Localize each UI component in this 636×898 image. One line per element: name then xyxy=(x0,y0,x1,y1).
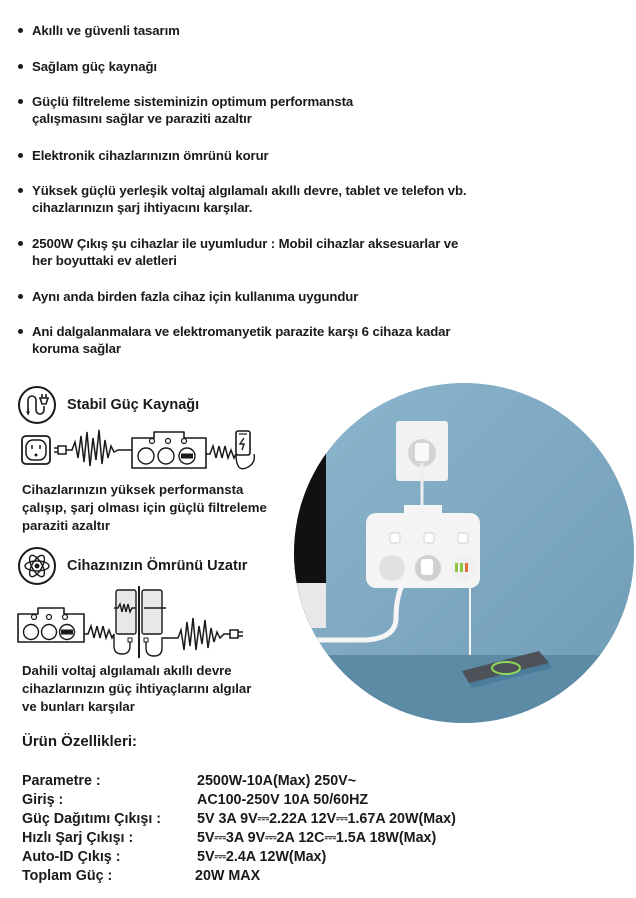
bullet-text: Elektronik cihazlarınızın ömrünü korur xyxy=(32,148,269,163)
bullet-text: Aynı anda birden fazla cihaz için kullanıma uygundur xyxy=(32,289,359,304)
bullet-text: 2500W Çıkış şu cihazlar ile uyumludur : Mobil cihazlar aksesuarlar ve her boyuttaki ev aletleri xyxy=(32,236,459,268)
lifespan-diagram xyxy=(16,586,256,658)
plug-icon xyxy=(230,630,243,638)
spec-row xyxy=(22,791,369,809)
plug-icon xyxy=(54,446,66,454)
specs-title: Ürün Özellikleri: xyxy=(22,733,138,750)
plug-cable-icon xyxy=(18,386,56,424)
noise-wave xyxy=(66,430,132,466)
bullet-dot xyxy=(18,241,23,246)
spec-label: Auto-ID Çıkış : xyxy=(22,849,121,865)
spec-value: 5V⎓2.4A 12W(Max) xyxy=(197,849,327,865)
bullet-item xyxy=(18,22,180,39)
spec-value: 20W MAX xyxy=(195,868,261,884)
stable-power-diagram xyxy=(20,428,260,478)
spec-row xyxy=(22,810,456,828)
power-strip-icon xyxy=(18,608,84,642)
bullet-text: Sağlam güç kaynağı xyxy=(32,59,157,74)
atom-icon xyxy=(18,547,56,585)
monitor xyxy=(294,453,326,628)
bullet-dot xyxy=(18,99,23,104)
spec-row xyxy=(22,867,261,885)
bullet-dot xyxy=(18,153,23,158)
noise-wave xyxy=(172,618,230,650)
power-strip xyxy=(366,505,480,588)
spec-label: Parametre : xyxy=(22,773,101,789)
bullet-item xyxy=(18,235,458,269)
spec-row xyxy=(22,848,327,866)
spec-row xyxy=(22,829,437,847)
feature-description: Cihazlarınızın yüksek performansta çalışıp, şarj olması için güçlü filtreleme paraziti azaltır xyxy=(22,482,267,533)
spec-label: Güç Dağıtımı Çıkışı : xyxy=(22,811,162,827)
feature-title: Stabil Güç Kaynağı xyxy=(67,397,200,413)
table-surface xyxy=(294,655,634,723)
feature-description: Dahili voltaj algılamalı akıllı devre cihazlarınızın güç ihtiyaçlarını algılar ve bunları karşılar xyxy=(22,663,252,714)
spec-value: 5V⎓3A 9V⎓2A 12C⎓1.5A 18W(Max) xyxy=(197,830,437,846)
voltage-sensor-icon xyxy=(114,586,166,658)
spec-value: 5V 3A 9V⎓2.22A 12V⎓1.67A 20W(Max) xyxy=(197,811,456,827)
bullet-text: Akıllı ve güvenli tasarım xyxy=(32,23,180,38)
spec-value: AC100-250V 10A 50/60HZ xyxy=(197,792,369,808)
spec-label: Toplam Güç : xyxy=(22,868,113,884)
spec-row xyxy=(22,772,357,790)
spec-value: 2500W-10A(Max) 250V~ xyxy=(197,773,357,789)
bullet-item xyxy=(18,323,450,357)
bullet-text: Yüksek güçlü yerleşik voltaj algılamalı akıllı devre, tablet ve telefon vb. cihazlarınızın şarj ihtiyacını karşılar. xyxy=(32,183,467,215)
bullet-dot xyxy=(18,294,23,299)
wall-outlet-icon xyxy=(22,436,50,464)
spec-label: Giriş : xyxy=(22,792,64,808)
bullet-item xyxy=(18,58,157,75)
feature-title: Cihazınızın Ömrünü Uzatır xyxy=(67,558,248,574)
bullet-text: Güçlü filtreleme sisteminizin optimum performansta çalışmasını sağlar ve paraziti azaltır xyxy=(32,94,354,126)
power-strip-icon xyxy=(132,432,206,468)
bullet-item xyxy=(18,182,466,216)
spec-label: Hızlı Şarj Çıkışı : xyxy=(22,830,134,846)
filtered-wave xyxy=(84,626,114,638)
product-photo xyxy=(294,383,634,723)
bullet-dot xyxy=(18,329,23,334)
bullet-item xyxy=(18,288,358,305)
bullet-dot xyxy=(18,188,23,193)
phone-charging-icon xyxy=(236,431,250,455)
bullet-text: Ani dalgalanmalara ve elektromanyetik parazite karşı 6 cihaza kadar koruma sağlar xyxy=(32,324,451,356)
bullet-item xyxy=(18,147,269,164)
filtered-wave xyxy=(206,446,236,458)
bullet-dot xyxy=(18,64,23,69)
bullet-item xyxy=(18,93,353,127)
bullet-dot xyxy=(18,28,23,33)
